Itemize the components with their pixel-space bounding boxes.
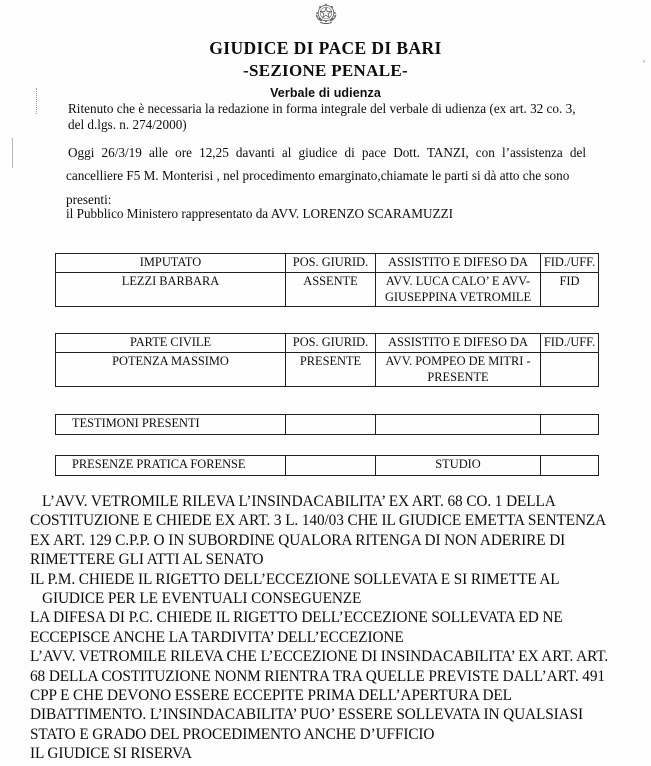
cell-presenze-studio: STUDIO xyxy=(376,456,541,476)
cell-testimoni-col4 xyxy=(541,415,599,435)
table-presenze-pratica-forense xyxy=(55,455,599,476)
statement-line: COSTITUZIONE E CHIEDE EX ART. 3 L. 140/03 CHE IL GIUDICE EMETTA SENTENZA xyxy=(30,512,607,530)
column-header-pos-giurid: POS. GIURID. xyxy=(286,254,376,273)
paragraph-pubblico-ministero: il Pubblico Ministero rappresentato da AVV. LORENZO SCARAMUZZI xyxy=(66,206,454,221)
statement-line: L’AVV. VETROMILE RILEVA CHE L’ECCEZIONE DI INSINDACABILITA’ EX ART. ART. xyxy=(30,648,609,666)
cell-testimoni-label: TESTIMONI PRESENTI xyxy=(56,415,286,435)
emblem-container xyxy=(0,1,651,37)
page-subtitle: -SEZIONE PENALE- xyxy=(243,61,408,80)
cell-parte-civile-name: POTENZA MASSIMO xyxy=(56,353,286,387)
statement-line: ECCEPISCE ANCHE LA TARDIVITA’ DELL’ECCEZIONE xyxy=(30,628,404,646)
statement-line: RIMETTERE GLI ATTI AL SENATO xyxy=(30,551,264,569)
scan-artifact-line xyxy=(12,138,13,168)
statement-line: 68 DELLA COSTITUZIONE NONM RIENTRA TRA QUELLE PREVISTE DALL’ART. 491 xyxy=(30,667,605,685)
statement-line: CPP E CHE DEVONO ESSERE ECCEPITE PRIMA DELL’APERTURA DEL xyxy=(30,687,512,705)
statement-line: IL GIUDICE SI RISERVA xyxy=(30,745,192,763)
table-row-header xyxy=(56,254,599,273)
table-parte-civile xyxy=(55,333,599,387)
statement-line: EX ART. 129 C.P.P. O IN SUBORDINE QUALORA RITENGA DI NON ADERIRE DI xyxy=(30,531,566,549)
cell-imputato-fid: FID xyxy=(541,273,599,307)
paragraph-oggi: Oggi 26/3/19 alle ore 12,25 davanti al giudice di pace Dott. TANZI, con l’assistenza del cancelliere F5 M. Monterisi , nel procedimento emarginato,chiamate le parti si dà atto che sono xyxy=(66,145,586,183)
cell-parte-civile-fid xyxy=(541,353,599,387)
table-row xyxy=(56,353,599,387)
column-header-assistito: ASSISTITO E DIFESO DA xyxy=(376,254,541,273)
statements-block xyxy=(30,492,646,764)
statement-line: DIBATTIMENTO. L’INSINDACABILITA’ PUO’ ESSERE SOLLEVATA IN QUALSIASI xyxy=(30,706,584,724)
cell-parte-civile-posizione: PRESENTE xyxy=(286,353,376,387)
statement-line: LA DIFESA DI P.C. CHIEDE IL RIGETTO DELL’ECCEZIONE SOLLEVATA ED NE xyxy=(30,609,563,627)
cell-presenze-label: PRESENZE PRATICA FORENSE xyxy=(56,456,286,476)
table-row xyxy=(56,415,599,435)
statement-line: GIUDICE PER LE EVENTUALI CONSEGUENZE xyxy=(42,590,362,608)
statement-line: STATO E GRADO DEL PROCEDIMENTO ANCHE D’UFFICIO xyxy=(30,725,435,743)
column-header-fid-uff: FID./UFF. xyxy=(541,334,599,353)
cell-imputato-difensori: AVV. LUCA CALO’ E AVV- GIUSEPPINA VETROMILE xyxy=(376,273,541,307)
column-header-imputato: IMPUTATO xyxy=(56,254,286,273)
column-header-parte-civile: PARTE CIVILE xyxy=(56,334,286,353)
statement-line: L’AVV. VETROMILE RILEVA L’INSINDACABILITA’ EX ART. 68 CO. 1 DELLA xyxy=(42,493,556,510)
italian-republic-emblem-icon xyxy=(311,1,341,32)
cell-imputato-posizione: ASSENTE xyxy=(286,273,376,307)
cell-parte-civile-difensori: AVV. POMPEO DE MITRI - PRESENTE xyxy=(376,353,541,387)
table-imputato xyxy=(55,253,599,307)
cell-testimoni-col3 xyxy=(376,415,541,435)
document-type-heading: Verbale di udienza xyxy=(270,86,381,100)
column-header-assistito: ASSISTITO E DIFESO DA xyxy=(376,334,541,353)
column-header-fid-uff: FID./UFF. xyxy=(541,254,599,273)
cell-imputato-name: LEZZI BARBARA xyxy=(56,273,286,307)
cell-presenze-col4 xyxy=(541,456,599,476)
paragraph-presenti-label: presenti: xyxy=(66,192,112,207)
table-testimoni xyxy=(55,414,599,435)
cell-testimoni-col2 xyxy=(286,415,376,435)
table-row xyxy=(56,273,599,307)
statement-line: IL P.M. CHIEDE IL RIGETTO DELL’ECCEZIONE SOLLEVATA E SI RIMETTE AL xyxy=(30,570,560,588)
cell-presenze-col2 xyxy=(286,456,376,476)
page-title: GIUDICE DI PACE DI BARI xyxy=(209,38,442,58)
column-header-pos-giurid: POS. GIURID. xyxy=(286,334,376,353)
paragraph-ritenuto: Ritenuto che è necessaria la redazione in forma integrale del verbale di udienza (ex art. 32 co. 3, del d.lgs. n. 274/2000) xyxy=(68,101,576,132)
table-row-header xyxy=(56,334,599,353)
table-row xyxy=(56,456,599,476)
